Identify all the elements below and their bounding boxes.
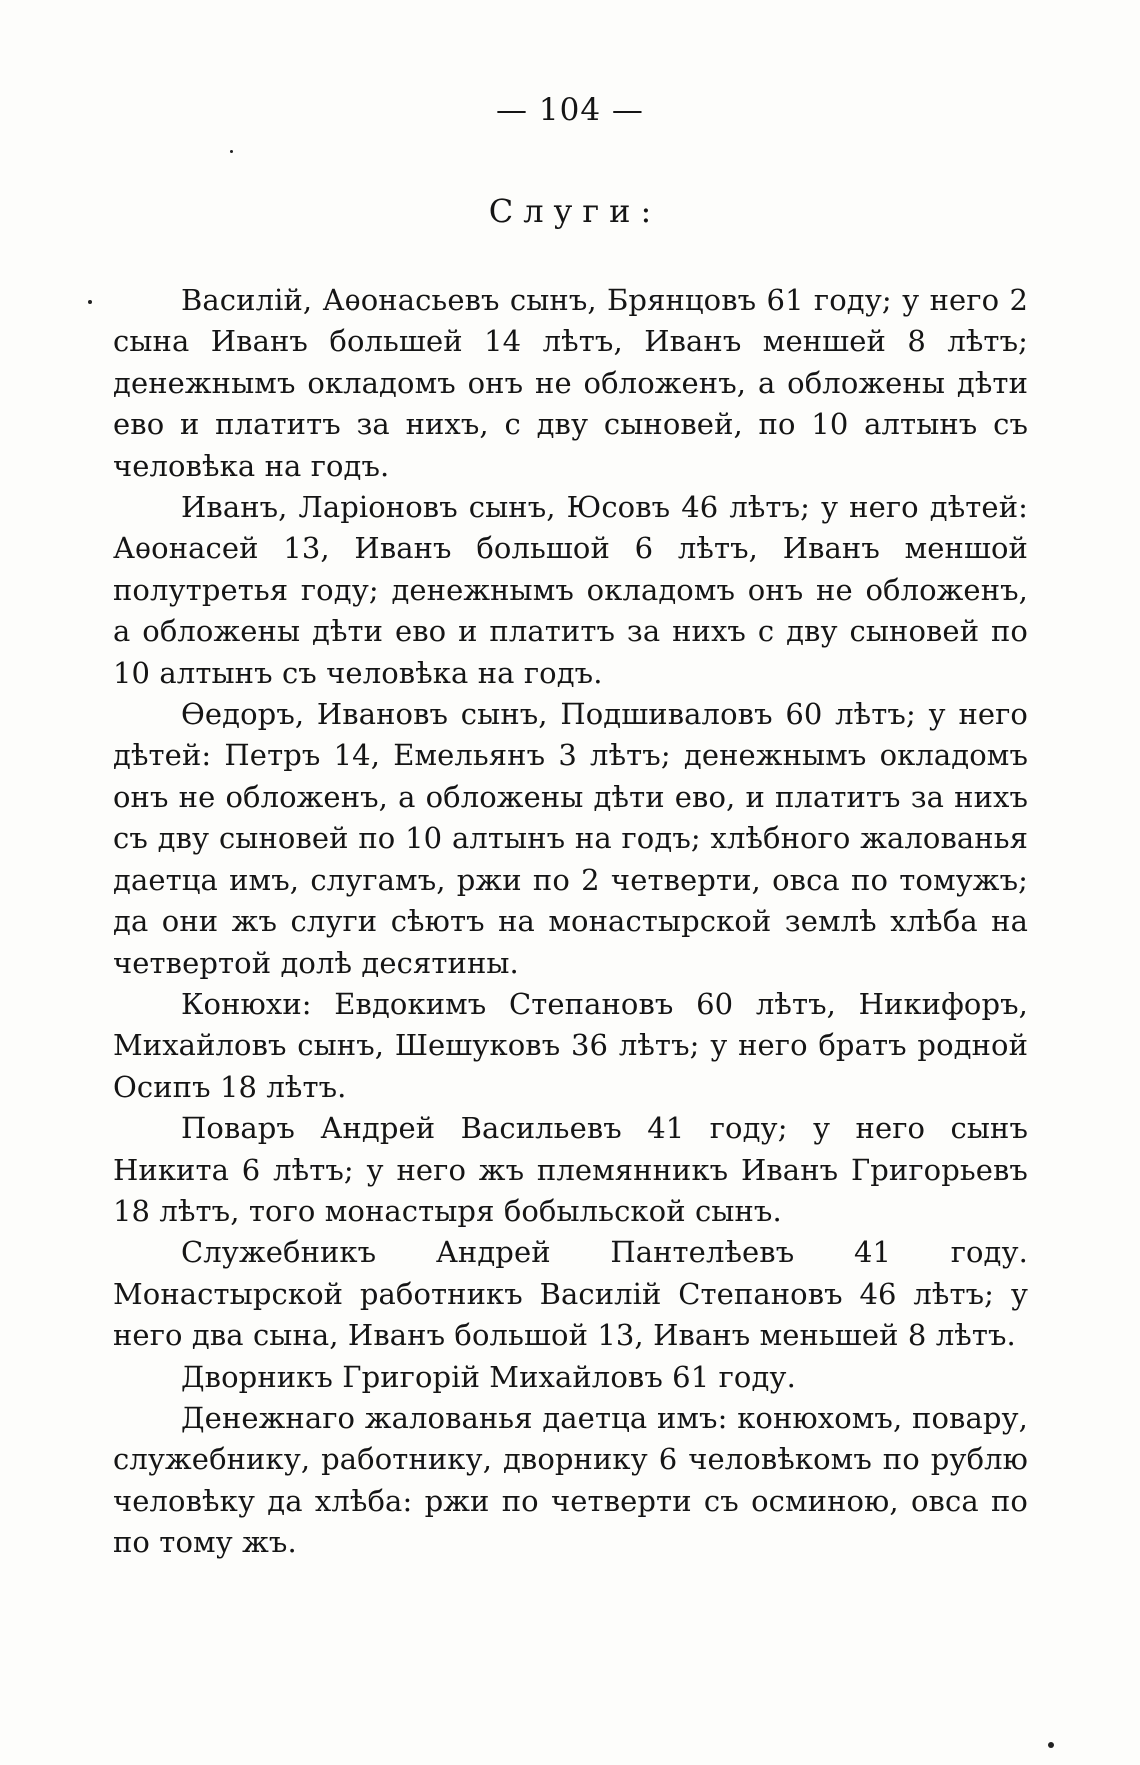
paragraph-fedor-podshivalov: Ѳедоръ, Ивановъ сынъ, Подшиваловъ 60 лѣтъ; у него дѣтей: Петръ 14, Емельянъ 3 лѣтъ; денежнымъ окладомъ онъ не обложенъ, а обложены дѣти ево, и платитъ за нихъ съ дву сыновей по 10 алтынъ на годъ; хлѣбного жалованья даетца имъ, слугамъ, ржи по 2 четверти, овса по томужъ; да они жъ слуги сѣютъ на монастырской землѣ хлѣба на четвертой долѣ десятины. bbox=[113, 697, 1028, 980]
paragraph-povar: Поваръ Андрей Васильевъ 41 году; у него сынъ Никита 6 лѣтъ; у него жъ племянникъ Иванъ Григорьевъ 18 лѣтъ, того монастыря бобыльской сынъ. bbox=[113, 1111, 1028, 1228]
paragraph-konyuhi: Конюхи: Евдокимъ Степановъ 60 лѣтъ, Никифоръ, Михайловъ сынъ, Шешуковъ 36 лѣтъ; у него братъ родной Осипъ 18 лѣтъ. bbox=[113, 986, 1028, 1104]
print-speck bbox=[88, 300, 92, 304]
print-speck bbox=[1048, 1742, 1054, 1748]
body-text bbox=[113, 280, 1028, 1564]
section-heading: Слуги: bbox=[488, 192, 662, 230]
paragraph-dvornik: Дворникъ Григорій Михайловъ 61 году. bbox=[181, 1359, 796, 1394]
print-speck bbox=[230, 150, 233, 153]
paragraph-ivan-yusov: Иванъ, Ларіоновъ сынъ, Юсовъ 46 лѣтъ; у него дѣтей: Аѳонасей 13, Иванъ большой 6 лѣтъ, Иванъ меншой полутретья году; денежнымъ окладомъ онъ не обложенъ, а обложены дѣти ево и платитъ за нихъ с дву сыновей по 10 алтынъ съ человѣка на годъ. bbox=[113, 490, 1028, 690]
paragraph-sluzhebnik: Служебникъ Андрей Пантелѣевъ 41 году. Монастырской работникъ Василій Степановъ 46 лѣтъ; у него два сына, Иванъ большой 13, Иванъ меньшей 8 лѣтъ. bbox=[113, 1235, 1028, 1353]
paragraph-denezhnoe-zhalovanye: Денежнаго жалованья даетца имъ: конюхомъ, повару, служебнику, работнику, дворнику 6 человѣкомъ по рублю человѣку да хлѣба: ржи по четверти съ осминою, овса по по тому жъ. bbox=[113, 1400, 1028, 1560]
page-number: — 104 — bbox=[496, 92, 644, 128]
paragraph-vasiliy: Василій, Аѳонасьевъ сынъ, Брянцовъ 61 году; у него 2 сына Иванъ большей 14 лѣтъ, Иванъ меншей 8 лѣтъ; денежнымъ окладомъ онъ не обложенъ, а обложены дѣти ево и платитъ за нихъ, с дву сыновей, по 10 алтынъ съ человѣка на годъ. bbox=[113, 283, 1028, 483]
